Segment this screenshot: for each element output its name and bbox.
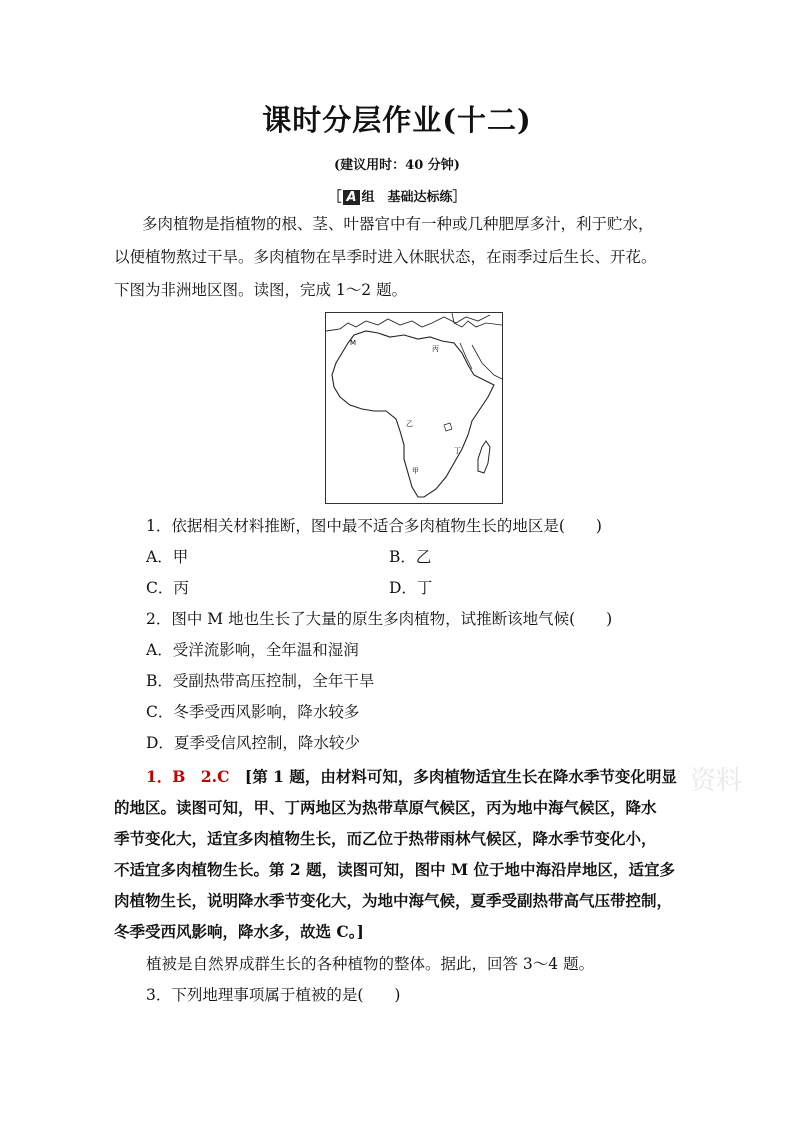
q3-stem: 3．下列地理事项属于植被的是( )	[146, 986, 401, 1004]
q1-option-a: A．甲	[146, 548, 189, 566]
answer-line-3: 季节变化大，适宜多肉植物生长，而乙位于热带雨林气候区，降水季节变化小，	[114, 829, 657, 848]
arabia-coast	[472, 345, 502, 379]
map-label-bing: 丙	[432, 345, 439, 353]
q1-option-b: B．乙	[389, 548, 432, 566]
q2-option-d: D．夏季受信风控制，降水较少	[146, 734, 360, 752]
group-heading	[0, 186, 794, 205]
madagascar-island	[478, 441, 490, 473]
q1-option-d: D．丁	[389, 579, 433, 597]
q1-option-c: C．丙	[146, 579, 189, 597]
answer-line-5: 肉植物生长，说明降水季节变化大，为地中海气候，夏季受副热带高气压带控制，	[114, 891, 673, 910]
map-label-yi: 乙	[406, 420, 413, 428]
africa-map-svg	[326, 313, 502, 503]
intro-line-2: 以便植物熬过干旱。多肉植物在旱季时进入休眠状态，在雨季过后生长、开花。	[114, 248, 657, 266]
q1-stem: 1．依据相关材料推断，图中最不适合多肉植物生长的地区是( )	[146, 517, 602, 535]
map-label-ding: 丁	[454, 447, 461, 455]
europe-coastline	[326, 315, 490, 331]
answer-first-line	[146, 765, 677, 787]
suggested-time: (建议用时：40 分钟)	[334, 158, 460, 173]
q2-option-c: C．冬季受西风影响，降水较多	[146, 703, 360, 721]
map-label-m: M	[350, 339, 357, 347]
answer-line-6: 冬季受西风影响，降水多，故选 C。]	[114, 922, 364, 941]
answer-explanation-start: [第 1 题，由材料可知，多肉植物适宜生长在降水季节变化明显	[229, 767, 677, 786]
watermark: 资料	[690, 766, 743, 796]
answer-line-2: 的地区。读图可知，甲、丁两地区为热带草原气候区，丙为地中海气候区，降水	[114, 798, 657, 817]
eastern-med-coast	[452, 313, 502, 327]
intro2-paragraph: 植被是自然界成群生长的各种植物的整体。据此，回答 3～4 题。	[146, 955, 595, 973]
answer-key: 1．B 2.C	[146, 767, 230, 786]
q2-stem: 2．图中 M 地也生长了大量的原生多肉植物，试推断该地气候( )	[146, 610, 613, 628]
group-letter-badge: A	[343, 190, 359, 205]
page-title: 课时分层作业(十二)	[262, 103, 532, 137]
bracket-left: ［	[328, 190, 342, 205]
bracket-right: ］	[452, 190, 466, 205]
intro-line-1: 多肉植物是指植物的根、茎、叶器官中有一种或几种肥厚多汁，利于贮水，	[142, 215, 654, 233]
q2-option-b: B．受副热带高压控制，全年干旱	[146, 672, 375, 690]
africa-map	[325, 312, 503, 504]
q2-option-a: A．受洋流影响，全年温和湿润	[146, 641, 359, 659]
map-label-jia: 甲	[412, 467, 419, 475]
intro-line-3: 下图为非洲地区图。读图，完成 1～2 题。	[114, 281, 408, 299]
answer-line-4: 不适宜多肉植物生长。第 2 题，读图可知，图中 M 位于地中海沿岸地区，适宜多	[114, 860, 676, 879]
group-label: 组 基础达标练	[361, 190, 453, 205]
